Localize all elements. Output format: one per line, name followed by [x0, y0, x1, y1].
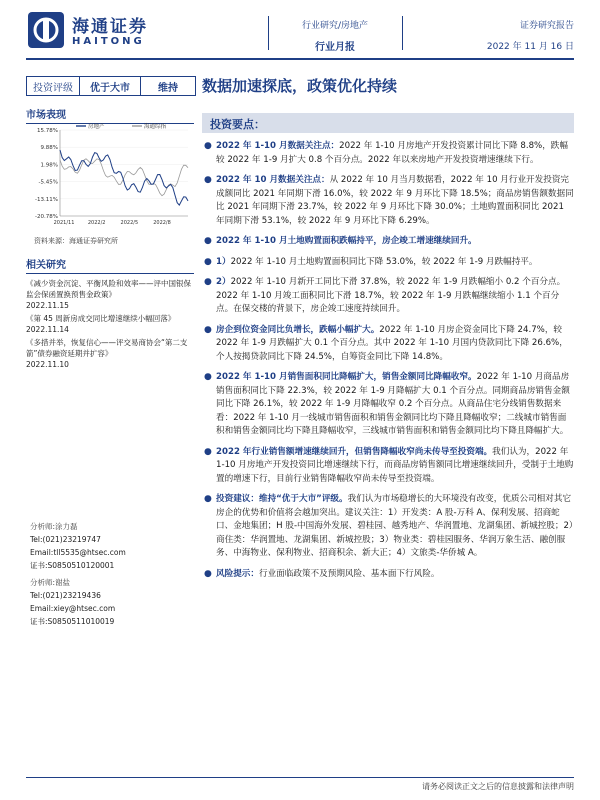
company-logo: [26, 10, 196, 52]
key-point: [202, 140, 574, 167]
header-date-block: [487, 18, 574, 52]
related-date: 2022.11.10: [26, 360, 69, 369]
y-tick-label: 15.78%: [37, 128, 58, 134]
legend-label: 房地产: [88, 124, 105, 130]
key-point-text: 我们认为，2022 年 1-10 月房地产开发投资同比增速继续下行，而商品房销售额同比增速继续回升，受制于土地购置的增速下行，目前行业销售降幅收窄尚未传导至投资端。: [216, 446, 574, 484]
key-point: [202, 493, 574, 561]
key-point-lead: 投资建议：维持“优于大市”评级。: [216, 494, 348, 504]
market-heading: 市场表现: [26, 106, 194, 124]
key-point-lead: 2022 年 1-10 月销售面积同比降幅扩大，销售金额同比降幅收窄。: [216, 372, 477, 382]
bullet-icon: ●: [204, 494, 212, 504]
key-point-text: 从 2022 年 10 月当月数据看，2022 年 10 月行业开发投资完成额同比 2021 年同期下滑 16.0%，较 2022 年 9 月环比下降 18.5%；商品房销售额数据同比 2021 年同期下滑 23.7%，较 2022 年 9 月环比下降 30.0%；土地购置面积同比 2021 年同期下滑 53.1%，较 2022 年 9 月环比下降 6.29%。: [216, 175, 574, 226]
bullet-icon: ●: [204, 568, 212, 579]
header-category-block: [270, 18, 400, 53]
logo-en-text: HAITONG: [72, 36, 145, 47]
legend-label: 海通综指: [144, 124, 167, 130]
key-point-text: 行业面临政策不及预期风险、基本面下行风险。: [258, 568, 440, 579]
analyst-card: [30, 520, 194, 572]
chart-source: 资料来源：海通证券研究所: [34, 237, 118, 245]
analyst-phone: Tel:(021)23219747: [30, 535, 101, 544]
related-date: 2022.11.15: [26, 301, 69, 310]
x-tick-label: 2022/5: [120, 220, 139, 226]
related-list: [26, 278, 194, 370]
related-heading: 相关研究: [26, 256, 194, 274]
key-point: [202, 256, 574, 270]
y-tick-label: -13.11%: [35, 196, 58, 203]
analyst-email[interactable]: Email:xiey@htsec.com: [30, 604, 116, 613]
report-date: 2022 年 11 月 16 日: [486, 42, 574, 52]
related-item[interactable]: 《多措并举，恢复信心——评交易商协会“第二支箭”债券融资延期并扩容》: [26, 338, 188, 358]
bullet-icon: ●: [204, 324, 212, 335]
bullet-icon: ●: [204, 446, 212, 457]
key-point: [202, 568, 574, 582]
key-point-text: 2022 年 1-10 月房地产开发投资累计同比下降 8.8%，跌幅较 2022 年 1-9 月扩大 0.8 个百分点。2022 年以来房地产开发投资增速继续下行。: [216, 141, 568, 165]
key-point-lead: 风险提示：: [216, 568, 259, 579]
key-point-text: 我们认为市场稳增长的大环境没有改变，优质公司相对其它房企的优势和价值将会越加突出。建议关注：1）开发类：A 股-万科 A、保利发展、招商蛇口、金地集团；H 股-中国海外发展、碧桂园、越秀地产、华润置地、龙湖集团、新城控股；2）商住类：华润置地、龙湖集团、新城控股；3）物业类：碧桂园服务、华润万象生活、融创服务、中海物业、保利物业、招商积余、新大正；4）文旅类-华侨城 A。: [216, 494, 574, 558]
disclaimer-footer: 请务必阅读正文之后的信息披露和法律声明: [422, 782, 574, 791]
related-section: [26, 256, 194, 372]
bullet-icon: ●: [204, 256, 212, 267]
key-point: [202, 276, 574, 317]
key-point-lead: 2022 年 1-10 月土地购置面积跌幅持平，房企竣工增速继续回升。: [216, 236, 477, 246]
report-type: 行业月报: [315, 42, 355, 53]
y-tick-label: 9.88%: [40, 145, 58, 152]
key-point-lead: 房企到位资金同比负增长，跌幅小幅扩大。: [216, 324, 380, 335]
analyst-name: 分析师:谢盐: [30, 578, 71, 587]
header-divider: [268, 16, 269, 50]
bullet-icon: ●: [204, 277, 212, 287]
key-point-text: 2022 年 1-10 月土地购置面积同比下降 53.0%，较 2022 年 1-9 月跌幅持平。: [230, 256, 538, 267]
key-point: [202, 371, 574, 439]
key-point-lead: 2022 年 10 月数据关注点：: [216, 175, 330, 185]
analyst-card: [30, 576, 194, 628]
bullet-icon: ●: [204, 141, 212, 151]
key-point-text: 2022 年 1-10 月房企资金同比下降 24.7%，较 2022 年 1-9 月跌幅扩大 0.1 个百分点。其中 2022 年 1-10 月国内贷款同比下降 26.6%，个人按揭贷款同比下降 24.5%，自筹资金同比下降 14.8%。: [216, 324, 568, 362]
analyst-cert: 证书:S0850510120001: [30, 561, 115, 570]
key-point: [202, 446, 574, 487]
rating-value: 优于大市: [80, 77, 141, 95]
report-title: 数据加速探底，政策优化持续: [202, 77, 398, 95]
y-tick-label: 1.98%: [40, 162, 58, 169]
x-tick-label: 2022/8: [153, 220, 171, 226]
rating-action: 维持: [158, 82, 178, 94]
x-tick-label: 2021/11: [53, 220, 75, 226]
key-points-bar: [202, 113, 574, 133]
related-item[interactable]: 《减少资金沉淀、平衡风险和效率——评中国银保监会保函置换预售金政策》: [26, 279, 191, 299]
analyst-phone: Tel:(021)23219436: [30, 591, 101, 600]
key-point: [202, 235, 574, 249]
analyst-name: 分析师:涂力磊: [30, 522, 78, 531]
rating-label: 投资评级: [27, 77, 80, 95]
key-point: [202, 324, 574, 365]
bullet-icon: ●: [204, 236, 212, 246]
analyst-cert: 证书:S0850511010019: [30, 617, 115, 626]
header-divider: [402, 16, 403, 50]
y-tick-label: -5.45%: [38, 179, 58, 186]
key-points-list: [202, 140, 574, 588]
key-points-heading: 投资要点：: [210, 118, 265, 131]
key-point-lead: 1）: [216, 256, 231, 267]
footer-rule: [26, 777, 574, 778]
key-point-lead: 2022 年 1-10 月数据关注点：: [216, 141, 340, 151]
related-date: 2022.11.14: [26, 325, 69, 334]
key-point: [202, 174, 574, 228]
logo-cn-text: 海通证券: [72, 17, 148, 37]
bullet-icon: ●: [204, 175, 212, 185]
x-tick-label: 2022/2: [87, 220, 106, 226]
key-point-text: 2022 年 1-10 月商品房销售面积同比下降 22.3%，较 2022 年 1-9 月降幅扩大 0.1 个百分点。同期商品房销售金额同比下降 26.1%，较 2022 年 1-9 月降幅收窄 0.2 个百分点。从商品住宅分线销售数据来看：2022 年 1-10 月一线城市销售面积和销售金额同比均下降且降幅收窄；二线城市销售面积和销售金额同比均下降且降幅收窄，三线城市销售面积和销售金额同比均下降且降幅扩大。: [216, 372, 570, 436]
y-tick-label: -20.78%: [35, 214, 58, 220]
rating-box: [26, 76, 196, 96]
key-point-lead: 2）: [216, 277, 231, 287]
logo-mark-icon: [26, 10, 66, 50]
related-item[interactable]: 《第 45 周新房成交同比增速继续小幅回落》: [26, 314, 176, 323]
key-point-lead: 2022 年行业销售额增速继续回升，但销售降幅收窄尚未传导至投资端。: [216, 446, 493, 457]
report-category: 行业研究/房地产: [301, 21, 369, 31]
bullet-icon: ●: [204, 372, 212, 382]
key-point-text: 2022 年 1-10 月新开工同比下滑 37.8%，较 2022 年 1-9 月跌幅缩小 0.2 个百分点。2022 年 1-10 月竣工面积同比下滑 18.7%，较 2022 年 1-9 月跌幅继续缩小 1.1 个百分点。在保交楼的背景下，房企竣工速度持续回升。: [216, 277, 566, 314]
header-rule: [26, 58, 574, 60]
analyst-email[interactable]: Email:tll5535@htsec.com: [30, 548, 126, 557]
doc-type: 证券研究报告: [519, 21, 574, 31]
market-chart: [26, 120, 194, 232]
